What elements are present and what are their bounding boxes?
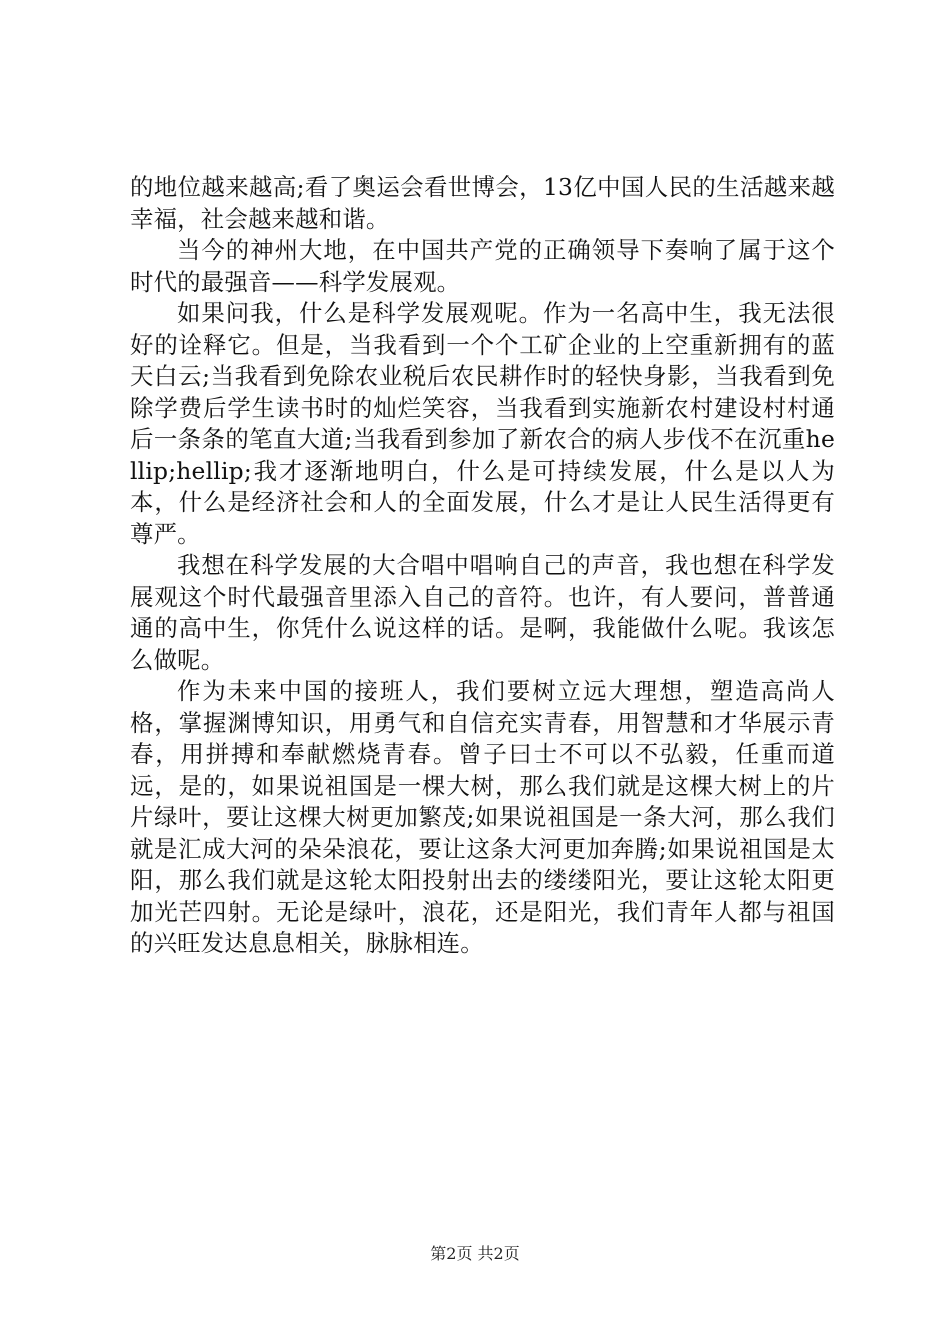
paragraph-my-voice: 我想在科学发展的大合唱中唱响自己的声音，我也想在科学发展观这个时代最强音里添入自己的音符。也许，有人要问，普普通通的高中生，你凭什么说这样的话。是啊，我能做什么呢。我该怎么做呢。 <box>130 551 835 674</box>
page-number-footer: 第2页 共2页 <box>430 1244 520 1263</box>
paragraph-future-successors: 作为未来中国的接班人，我们要树立远大理想，塑造高尚人格，掌握渊博知识，用勇气和自信充实青春，用智慧和才华展示青春，用拼搏和奉献燃烧青春。曾子曰士不可以不弘毅，任重而道远，是的，如果说祖国是一棵大树，那么我们就是这棵大树上的片片绿叶，要让这棵大树更加繁茂;如果说祖国是一条大河，那么我们就是汇成大河的朵朵浪花，要让这条大河更加奔腾;如果说祖国是太阳，那么我们就是这轮太阳投射出去的缕缕阳光，要让这轮太阳更加光芒四射。无论是绿叶，浪花，还是阳光，我们青年人都与祖国的兴旺发达息息相关，脉脉相连。 <box>130 677 835 957</box>
paragraph-scientific-outlook: 当今的神州大地，在中国共产党的正确领导下奏响了属于这个时代的最强音——科学发展观。 <box>130 236 835 296</box>
paragraph-what-is-development: 如果问我，什么是科学发展观呢。作为一名高中生，我无法很好的诠释它。但是，当我看到一个个工矿企业的上空重新拥有的蓝天白云;当我看到免除农业税后农民耕作时的轻快身影，当我看到免除学费后学生读书时的灿烂笑容，当我看到实施新农村建设村村通后一条条的笔直大道;当我看到参加了新农合的病人步伐不在沉重hellip;hellip;我才逐渐地明白，什么是可持续发展，什么是以人为本，什么是经济社会和人的全面发展，什么才是让人民生活得更有尊严。 <box>130 299 835 548</box>
paragraph-continuation: 的地位越来越高;看了奥运会看世博会，13亿中国人民的生活越来越幸福，社会越来越和谐。 <box>130 173 835 233</box>
document-body <box>130 172 835 960</box>
